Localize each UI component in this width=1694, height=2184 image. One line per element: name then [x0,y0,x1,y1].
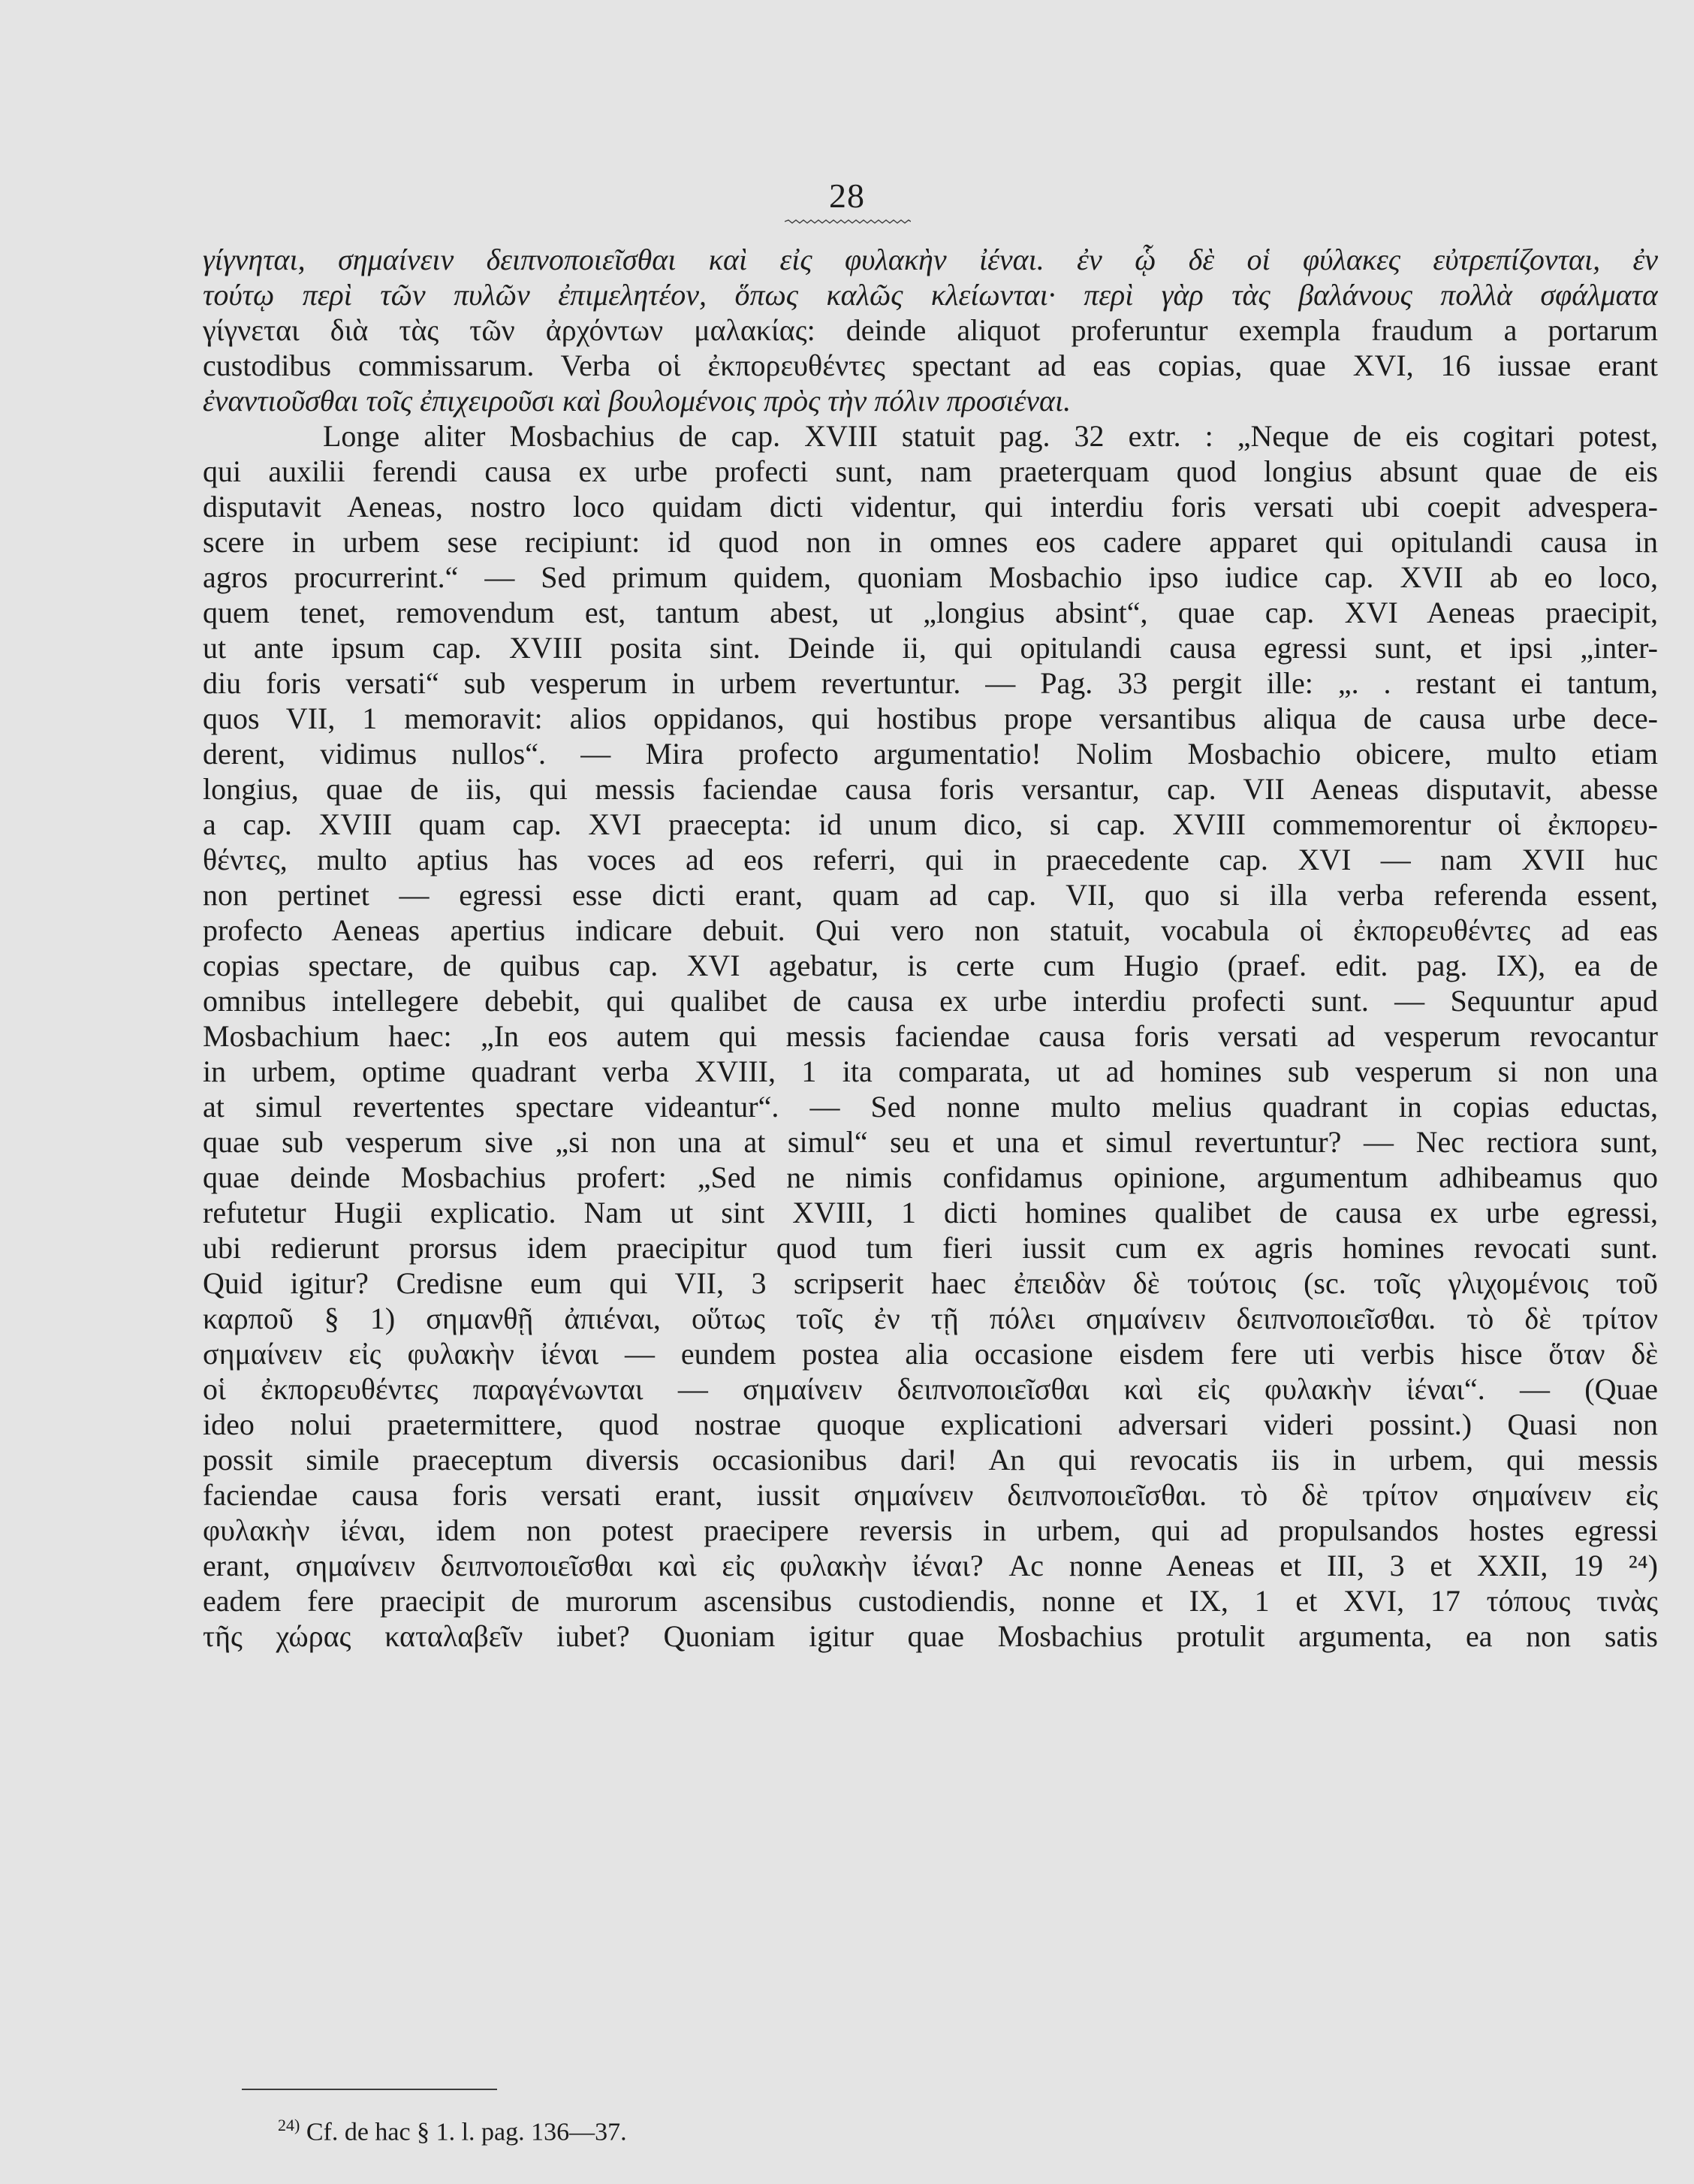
text-line: profecto Aeneas apertius indicare debuit. Qui vero non statuit, vocabula οἱ ἐκπορευθέντες ad eas [203,913,1658,947]
text-line: ubi redierunt prorsus idem praecipitur quod tum fieri iussit cum ex agris homines revocati sunt. [203,1231,1658,1265]
text-line: in urbem, optime quadrant verba XVIII, 1 ita comparata, ut ad homines sub vesperum si non una [203,1054,1658,1088]
footnote-marker: 24) [278,2116,300,2134]
text-line: quem tenet, removendum est, tantum abest, ut „longius absint“, quae cap. XVI Aeneas praecipit, [203,596,1658,629]
text-line: θέντες, multo aptius has voces ad eos referri, qui in praecedente cap. XVI — nam XVII huc [203,843,1658,876]
text-line: derent, vidimus nullos“. — Mira profecto argumentatio! Nolim Mosbachio obicere, multo etiam [203,737,1658,771]
text-line: quae deinde Mosbachius profert: „Sed ne nimis confidamus opinione, argumentum adhibeamus quo [203,1160,1658,1194]
text-line: οἱ ἐκπορευθέντες παραγένωνται — σημαίνειν δειπνοποιεῖσθαι καὶ εἰς φυλακὴν ἰέναι“. — (Quae [203,1372,1658,1406]
text-line: eadem fere praecipit de murorum ascensibus custodiendis, nonne et IX, 1 et XVI, 17 τόπους τινὰς [203,1584,1658,1618]
text-line: a cap. XVIII quam cap. XVI praecepta: id unum dico, si cap. XVIII commemorentur οἱ ἐκπορευ- [203,807,1658,841]
text-line: quos VII, 1 memoravit: alios oppidanos, qui hostibus prope versantibus aliqua de causa urbe dece- [203,701,1658,735]
text-line: non pertinet — egressi esse dicti erant, quam ad cap. VII, quo si illa verba referenda essent, [203,878,1658,912]
text-line: ut ante ipsum cap. XVIII posita sint. Deinde ii, qui opitulandi causa egressi sunt, et ipsi „inter- [203,631,1658,665]
text-line: καρποῦ § 1) σημανθῇ ἀπιέναι, οὕτως τοῖς ἐν τῇ πόλει σημαίνειν δειπνοποιεῖσθαι. τὸ δὲ τρίτον [203,1302,1658,1335]
page-number-wavy-rule [785,219,911,224]
text-line: longius, quae de iis, qui messis faciendae causa foris versantur, cap. VII Aeneas disputavit, abesse [203,772,1658,806]
text-line: Quid igitur? Credisne eum qui VII, 3 scripserit haec ἐπειδὰν δὲ τούτοις (sc. τοῖς γλιχομένοις τοῦ [203,1266,1658,1300]
text-line: Mosbachium haec: „In eos autem qui messis faciendae causa foris versati ad vesperum revocantur [203,1019,1658,1053]
text-line: quae sub vesperum sive „si non una at simul“ seu et una et simul revertuntur? — Nec rectiora sunt, [203,1125,1658,1159]
text-line: omnibus intellegere debebit, qui qualibet de causa ex urbe interdiu profecti sunt. — Sequuntur apud [203,984,1658,1018]
body-text [203,242,1658,1654]
text-line: γίγνηται, σημαίνειν δειπνοποιεῖσθαι καὶ εἰς φυλακὴν ἰέναι. ἐν ᾧ δὲ οἱ φύλακες εὐτρεπίζονται, ἐν [203,243,1658,276]
footnote [278,2110,627,2147]
text-line: ideo nolui praetermittere, quod nostrae quoque explicationi adversari videri possint.) Quasi non [203,1407,1658,1441]
text-line: τῆς χώρας καταλαβεῖν iubet? Quoniam igitur quae Mosbachius protulit argumenta, ea non satis [203,1619,1658,1653]
text-line: custodibus commissarum. Verba οἱ ἐκπορευθέντες spectant ad eas copias, quae XVI, 16 iussae erant [203,348,1658,382]
text-line: σημαίνειν εἰς φυλακὴν ἰέναι — eundem postea alia occasione eisdem fere uti verbis hisce ὅταν δὲ [203,1337,1658,1371]
text-line: τούτῳ περὶ τῶν πυλῶν ἐπιμελητέον, ὅπως καλῶς κλείωνται· περὶ γὰρ τὰς βαλάνους πολλὰ σφάλματα [203,278,1658,312]
page-number: 28 [829,176,865,215]
text-line: scere in urbem sese recipiunt: id quod non in omnes eos cadere apparet qui opitulandi causa in [203,525,1658,559]
text-line: erant, σημαίνειν δειπνοποιεῖσθαι καὶ εἰς φυλακὴν ἰέναι? Ac nonne Aeneas et III, 3 et XXII, 19 ²⁴) [203,1549,1658,1582]
footnote-text: Cf. de hac § 1. l. pag. 136—37. [306,2118,627,2146]
text-line: γίγνεται διὰ τὰς τῶν ἀρχόντων μαλακίας: deinde aliquot proferuntur exempla fraudum a portarum [203,313,1658,347]
text-line: at simul revertentes spectare videantur“. — Sed nonne multo melius quadrant in copias eductas, [203,1090,1658,1124]
text-line: faciendae causa foris versati erant, iussit σημαίνειν δειπνοποιεῖσθαι. τὸ δὲ τρίτον σημαίνειν εἰς [203,1478,1658,1512]
text-line: agros procurrerint.“ — Sed primum quidem, quoniam Mosbachio ipso iudice cap. XVII ab eo loco, [203,560,1658,594]
text-line: ἐναντιοῦσθαι τοῖς ἐπιχειροῦσι καὶ βουλομένοις πρὸς τὴν πόλιν προσιέναι. [203,384,1072,418]
footnote-divider [242,2089,497,2090]
text-line: diu foris versati“ sub vesperum in urbem revertuntur. — Pag. 33 pergit ille: „. . restant ei tantum, [203,666,1658,700]
text-line: possit simile praeceptum diversis occasionibus dari! An qui revocatis iis in urbem, qui messis [203,1443,1658,1477]
text-line: Longe aliter Mosbachius de cap. XVIII statuit pag. 32 extr. : „Neque de eis cogitari potest, [323,419,1658,453]
text-line: refutetur Hugii explicatio. Nam ut sint XVIII, 1 dicti homines qualibet de causa ex urbe egressi, [203,1196,1658,1229]
text-line: disputavit Aeneas, nostro loco quidam dicti videntur, qui interdiu foris versati ubi coepit advespera- [203,490,1658,523]
text-line: qui auxilii ferendi causa ex urbe profecti sunt, nam praeterquam quod longius absunt quae de eis [203,454,1658,488]
text-line: copias spectare, de quibus cap. XVI agebatur, is certe cum Hugio (praef. edit. pag. IX), ea de [203,949,1658,982]
text-line: φυλακὴν ἰέναι, idem non potest praecipere reversis in urbem, qui ad propulsandos hostes egressi [203,1513,1658,1547]
